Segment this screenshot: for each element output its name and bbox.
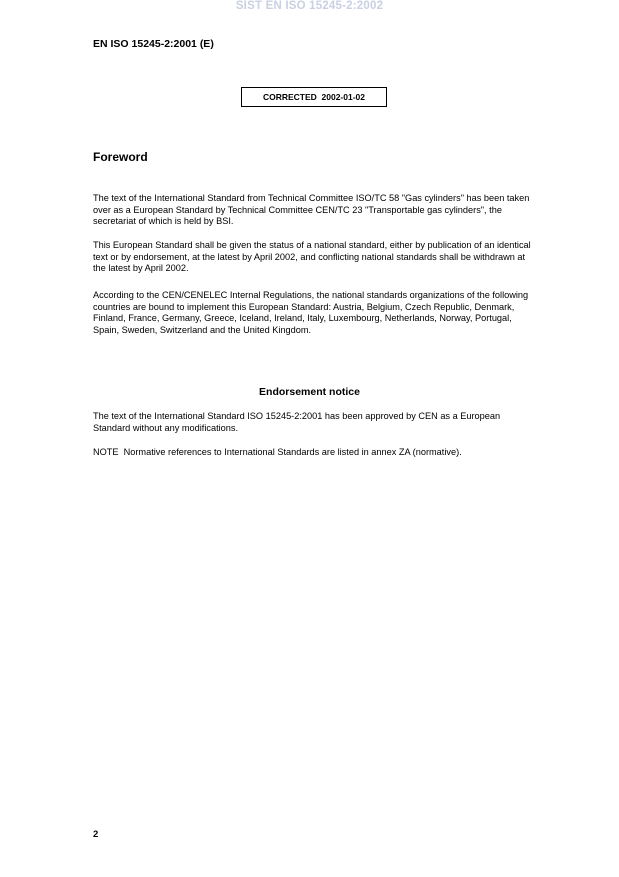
endorsement-paragraph: The text of the International Standard ISO 15245-2:2001 has been approved by CEN as a European Standard without any modifications. — [93, 411, 501, 433]
watermark: SIST EN ISO 15245-2:2002 — [235, 0, 384, 12]
foreword-heading: Foreword — [93, 150, 148, 164]
foreword-paragraph: The text of the International Standard from Technical Committee ISO/TC 58 "Gas cylinders" has been taken over as a European Standard by Technical Committee CEN/TC 23 "Transportable gas cylinders", the secretariat of which is held by BSI. — [93, 193, 530, 227]
document-id: EN ISO 15245-2:2001 (E) — [93, 38, 214, 50]
endorsement-note: NOTE Normative references to International Standards are listed in annex ZA (normative). — [93, 447, 462, 457]
foreword-paragraph: This European Standard shall be given the status of a national standard, either by publication of an identical text or by endorsement, at the latest by April 2002, and conflicting national standards shall be withdrawn at the latest by April 2002. — [93, 240, 531, 274]
foreword-paragraph: According to the CEN/CENELEC Internal Regulations, the national standards organizations of the following countries are bound to implement this European Standard: Austria, Belgium, Czech Republic, Denmark, Finland, France, Germany, Greece, Iceland, Ireland, Italy, Luxembourg, Netherlands, Norway, Portugal, Spain, Sweden, Switzerland and the United Kingdom. — [93, 290, 529, 336]
endorsement-heading: Endorsement notice — [259, 386, 360, 398]
corrected-stamp — [241, 87, 387, 107]
page-number: 2 — [93, 829, 99, 840]
corrected-label: CORRECTED 2002-01-02 — [262, 92, 366, 102]
